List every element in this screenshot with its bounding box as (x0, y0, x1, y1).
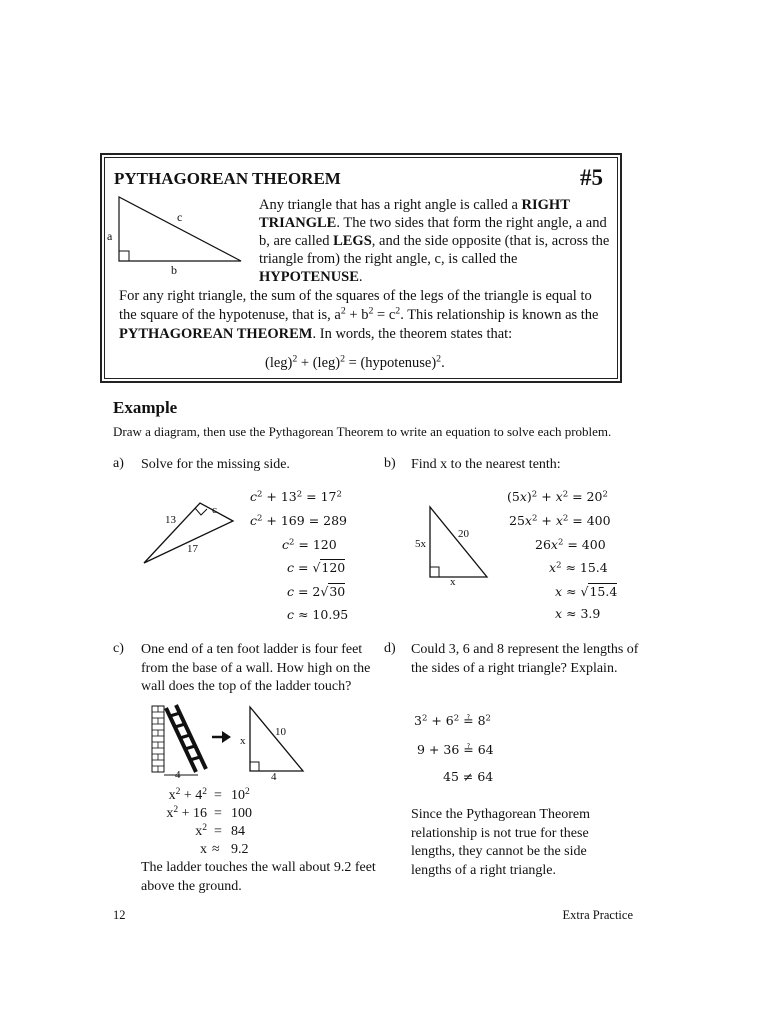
problem-b-step-6: x ≈ 3.9 (555, 606, 601, 621)
problem-c-text: One end of a ten foot ladder is four feet from the base of a wall. How high on the wall does the top of the ladder touch? (141, 642, 371, 694)
problem-b-label-20: 20 (458, 528, 469, 540)
box-title: PYTHAGOREAN THEOREM (114, 169, 341, 188)
example-directions: Draw a diagram, then use the Pythagorean Theorem to write an equation to solve each problem. (113, 424, 612, 439)
problem-c-label-10: 10 (275, 726, 286, 738)
problem-d-step-1: $3^2 + 6^2$ ≟ $8^2$ (414, 713, 491, 728)
problem-c-step-4-lhs: x (200, 842, 207, 857)
ladder-diagram (0, 0, 1, 1)
problem-a-step-5: c = 2√30 (287, 584, 346, 599)
problem-b-label-x: x (450, 576, 456, 588)
problem-c-label-4: 4 (271, 771, 277, 783)
problem-b-label-5x: 5x (415, 538, 426, 550)
problem-a-step-6: c ≈ 10.95 (287, 607, 349, 622)
problem-d-answer: Since the Pythagorean Theorem relationship is not true for these lengths, they cannot be the side lengths of a right triangle. (411, 807, 590, 878)
problem-a-label-c: c (212, 504, 217, 516)
theorem-statement: For any right triangle, the sum of the squares of the legs of the triangle is equal to the square of the hypotenuse, that is, $a^2 + b^2 = c^2$. This relationship is known as the PYTHAGOREAN THEOREM. In words, the theorem states that: (119, 288, 599, 342)
problem-b-step-4: $x^2 \approx 15.4$ (549, 560, 608, 575)
triangle-label-b: b (171, 263, 177, 277)
box-number: #5 (580, 165, 603, 190)
footer-label: Extra Practice (562, 908, 633, 922)
problem-c-step-3-op: = (214, 824, 222, 839)
ladder-base-label: 4 (175, 769, 181, 781)
problem-b-step-3: $26x^2 = 400$ (535, 537, 606, 552)
problem-b-text: Find x to the nearest tenth: (411, 457, 561, 472)
problem-a-letter: a) (113, 456, 124, 471)
problem-c-step-3-rhs: 84 (231, 824, 245, 839)
problem-a-step-2: $c^2 + 169 = 289$ (250, 513, 347, 528)
example-heading: Example (113, 398, 178, 417)
problem-c-step-1-rhs: $10^2$ (231, 786, 250, 803)
ladder-icon (166, 705, 206, 772)
problem-a-label-13: 13 (165, 514, 176, 526)
problem-c-step-2-lhs: $x^2 + 16$ (166, 804, 207, 821)
problem-d-letter: d) (384, 641, 396, 656)
definition-text: Any triangle that has a right angle is called a RIGHT TRIANGLE. The two sides that form the right angle, a and b, are called LEGS, and the side opposite (that is, across the triangle from) the right angle, c, is called the HYPOTENUSE. (259, 197, 610, 285)
problem-c-step-2-op: = (214, 806, 222, 821)
problem-c-letter: c) (113, 641, 124, 656)
ladder-triangle (250, 707, 303, 771)
problem-b-letter: b) (384, 456, 396, 471)
triangle-label-a: a (107, 229, 113, 243)
problem-c-step-4-op: ≈ (212, 842, 220, 857)
problem-c-step-3-lhs: $x^2$ (195, 822, 207, 839)
problem-a-step-1: $c^2 + 13^2 = 17^2$ (250, 489, 342, 504)
problem-b-step-1: $(5x)^2 + x^2 = 20^2$ (507, 489, 608, 504)
problem-a-step-3: $c^2 = 120$ (282, 537, 337, 552)
problem-c-step-1-lhs: $x^2 + 4^2$ (168, 786, 207, 803)
problem-d-step-3: 45 ≠ 64 (443, 769, 494, 784)
problem-c-answer: The ladder touches the wall about 9.2 feet above the ground. (141, 860, 376, 894)
triangle-label-c: c (177, 210, 183, 224)
problem-c-step-2-rhs: 100 (231, 806, 252, 821)
page-number: 12 (113, 908, 126, 922)
arrow-right-icon (212, 731, 231, 743)
problem-d-step-2: 9 + 36 ≟ 64 (417, 742, 494, 757)
theorem-in-words: (leg)$^2$ + (leg)$^2$ = (hypotenuse)$^2$. (265, 353, 445, 371)
problem-a-text: Solve for the missing side. (141, 457, 290, 472)
problem-b-step-5: x ≈ √15.4 (555, 584, 618, 599)
problem-b-step-2: $25x^2 + x^2 = 400$ (509, 513, 611, 528)
wall-icon (152, 706, 164, 772)
problem-a-step-4: c = √120 (287, 560, 346, 575)
problem-c-label-x: x (240, 735, 246, 747)
problem-d-text: Could 3, 6 and 8 represent the lengths of the sides of a right triangle? Explain. (411, 642, 639, 676)
problem-c-step-1-op: = (214, 788, 222, 803)
problem-a-label-17: 17 (187, 543, 198, 555)
problem-c-step-4-rhs: 9.2 (231, 842, 249, 857)
